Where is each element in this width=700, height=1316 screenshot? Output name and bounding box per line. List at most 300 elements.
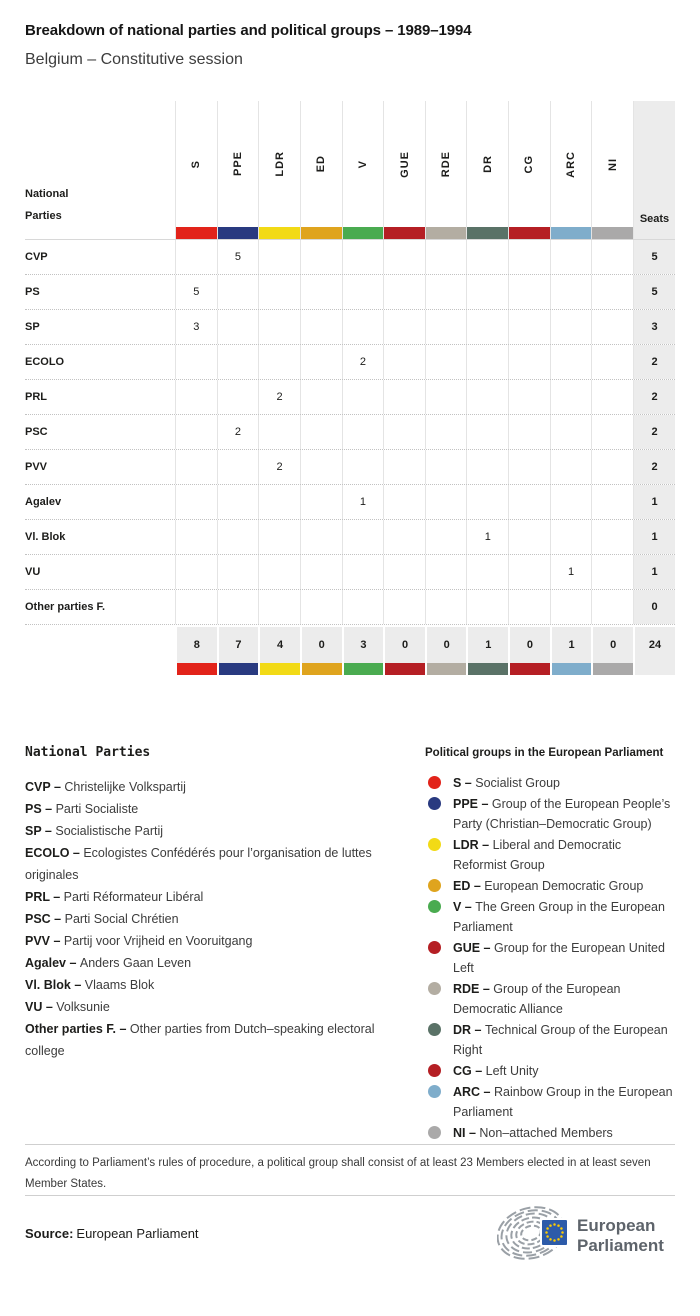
group-legend-text: GUE – Group for the European United Left xyxy=(453,941,665,975)
seat-cell xyxy=(258,590,300,624)
seat-cell xyxy=(217,555,259,589)
seat-cell xyxy=(591,310,633,344)
seat-cell xyxy=(300,555,342,589)
row-seats: 1 xyxy=(633,520,675,554)
seat-cell xyxy=(342,275,384,309)
group-legend-item xyxy=(425,1061,675,1081)
logo-text-line2: Parliament xyxy=(577,1236,664,1255)
seat-cell xyxy=(342,450,384,484)
seat-cell xyxy=(508,240,550,274)
seat-cell xyxy=(217,450,259,484)
seat-cell xyxy=(217,275,259,309)
table-row xyxy=(25,275,675,310)
seat-cell xyxy=(508,275,550,309)
seat-cell xyxy=(383,485,425,519)
group-color-dot xyxy=(428,1085,441,1098)
seat-cell xyxy=(300,310,342,344)
seat-cell xyxy=(508,520,550,554)
seats-header xyxy=(633,101,675,239)
total-cell: 0 xyxy=(383,627,425,663)
seat-cell xyxy=(591,590,633,624)
eu-star xyxy=(560,1235,563,1238)
eu-star xyxy=(557,1224,560,1227)
seat-cell: 1 xyxy=(466,520,508,554)
seats-header-label: Seats xyxy=(639,213,670,225)
seat-cell xyxy=(300,275,342,309)
seat-cell xyxy=(300,485,342,519)
party-legend-item: PVV – Partij voor Vrijheid en Vooruitgang xyxy=(25,934,253,948)
party-legend-item: SP – Socialistische Partij xyxy=(25,824,164,838)
seat-cell xyxy=(425,275,467,309)
total-color-bar xyxy=(425,663,467,675)
seat-cell xyxy=(383,310,425,344)
group-legend-text: ED – European Democratic Group xyxy=(453,879,644,893)
total-cell: 1 xyxy=(550,627,592,663)
group-header-GUE xyxy=(383,101,425,239)
row-cells xyxy=(175,520,633,554)
seat-cell xyxy=(175,590,217,624)
group-legend-text: ARC – Rainbow Group in the European Parliament xyxy=(453,1085,673,1119)
group-legend-code: NI – xyxy=(453,1126,480,1140)
seat-cell xyxy=(425,415,467,449)
totals-spacer xyxy=(25,627,175,663)
group-header-ED xyxy=(300,101,342,239)
group-header-NI xyxy=(591,101,633,239)
group-header-label: DR xyxy=(481,155,494,173)
party-name: PVV xyxy=(25,461,48,473)
seat-cell xyxy=(175,520,217,554)
group-legend-code: CG – xyxy=(453,1064,486,1078)
row-cells xyxy=(175,450,633,484)
seat-cell xyxy=(217,590,259,624)
group-legend-code: ARC – xyxy=(453,1085,494,1099)
party-legend-item: ECOLO – Ecologistes Confédérés pour l’organisation de luttes originales xyxy=(25,846,372,882)
infographic xyxy=(0,22,700,1260)
seat-cell xyxy=(466,450,508,484)
seat-cell xyxy=(383,415,425,449)
party-legend-code: VU – xyxy=(25,1000,57,1014)
seats-bar-cell xyxy=(633,663,675,675)
seat-cell xyxy=(591,415,633,449)
group-color-bar xyxy=(176,227,217,239)
group-color-dot xyxy=(428,941,441,954)
party-name: CVP xyxy=(25,251,48,263)
legend-section xyxy=(25,745,675,1144)
seat-cell xyxy=(425,310,467,344)
group-legend-item xyxy=(425,897,675,937)
party-name: Vl. Blok xyxy=(25,531,66,543)
page-subtitle: Belgium – Constitutive session xyxy=(25,51,243,68)
party-legend-list xyxy=(25,776,405,1062)
source-value: European Parliament xyxy=(76,1225,199,1241)
party-name: PRL xyxy=(25,391,47,403)
group-header-label: S xyxy=(190,159,203,169)
row-cells xyxy=(175,345,633,379)
group-legend-item xyxy=(425,979,675,1019)
row-cells xyxy=(175,380,633,414)
eu-star xyxy=(545,1231,548,1234)
group-legend-code: PPE – xyxy=(453,797,492,811)
total-cell: 7 xyxy=(217,627,259,663)
group-legend-code: V – xyxy=(453,900,476,914)
party-name: VU xyxy=(25,566,41,578)
table-row xyxy=(25,345,675,380)
eu-star xyxy=(561,1231,564,1234)
group-legend-text: LDR – Liberal and Democratic Reformist Group xyxy=(453,838,622,872)
group-color-bar xyxy=(592,227,633,239)
seat-cell xyxy=(425,345,467,379)
group-header-label: GUE xyxy=(398,150,411,178)
seat-cell xyxy=(342,520,384,554)
group-header-S xyxy=(175,101,217,239)
seat-cell xyxy=(466,380,508,414)
seat-cell xyxy=(383,275,425,309)
group-legend-item xyxy=(425,773,675,793)
seat-cell xyxy=(591,485,633,519)
group-header-DR xyxy=(466,101,508,239)
seat-cell xyxy=(342,310,384,344)
seat-cell xyxy=(383,520,425,554)
group-header-label: CG xyxy=(523,154,536,174)
party-name: PS xyxy=(25,286,40,298)
group-legend-text: NI – Non–attached Members xyxy=(453,1126,613,1140)
row-cells xyxy=(175,590,633,624)
group-color-bar xyxy=(467,227,508,239)
group-legend-heading: Political groups in the European Parliament xyxy=(425,747,664,759)
seat-cell xyxy=(217,380,259,414)
group-header-PPE xyxy=(217,101,259,239)
seats-table xyxy=(25,101,675,675)
seat-cell xyxy=(591,345,633,379)
seat-cell xyxy=(258,345,300,379)
total-seats-value: 24 xyxy=(633,627,675,663)
seat-cell xyxy=(591,275,633,309)
group-color-dot xyxy=(428,1064,441,1077)
party-legend-item: Other parties F. – Other parties from Dutch–speaking electoral college xyxy=(25,1022,375,1058)
total-color-bar xyxy=(217,663,259,675)
logo-text-line1: European xyxy=(577,1216,656,1235)
seat-cell xyxy=(425,240,467,274)
row-seats: 2 xyxy=(633,345,675,379)
group-legend-item xyxy=(425,794,675,834)
seat-cell xyxy=(175,345,217,379)
seat-cell xyxy=(217,310,259,344)
party-legend-item: Vl. Blok – Vlaams Blok xyxy=(25,978,155,992)
group-header-ARC xyxy=(550,101,592,239)
seat-cell xyxy=(300,345,342,379)
group-color-bar xyxy=(426,227,467,239)
group-header-label: LDR xyxy=(273,151,286,177)
seat-cell xyxy=(508,450,550,484)
eu-flag-icon xyxy=(541,1219,568,1246)
seat-cell xyxy=(342,380,384,414)
party-legend-code: PRL – xyxy=(25,890,64,904)
seat-cell xyxy=(175,415,217,449)
group-color-bar xyxy=(301,227,342,239)
group-color-bar xyxy=(259,227,300,239)
group-legend-code: LDR – xyxy=(453,838,493,852)
total-color-bar xyxy=(591,663,633,675)
seat-cell xyxy=(508,415,550,449)
seat-cell xyxy=(300,240,342,274)
political-groups-legend xyxy=(425,745,675,1144)
seat-cell xyxy=(342,555,384,589)
seat-cell xyxy=(425,555,467,589)
seat-cell xyxy=(466,590,508,624)
party-name: Other parties F. xyxy=(25,601,106,613)
seat-cell xyxy=(258,275,300,309)
row-seats: 5 xyxy=(633,275,675,309)
total-cell: 0 xyxy=(591,627,633,663)
group-legend-text: CG – Left Unity xyxy=(453,1064,539,1078)
seat-cell: 2 xyxy=(258,450,300,484)
table-row xyxy=(25,590,675,625)
table-row xyxy=(25,310,675,345)
eu-star xyxy=(549,1224,552,1227)
row-seats: 3 xyxy=(633,310,675,344)
table-row xyxy=(25,450,675,485)
group-legend-text: DR – Technical Group of the European Right xyxy=(453,1023,668,1057)
seat-cell xyxy=(175,450,217,484)
seat-cell xyxy=(550,275,592,309)
seat-cell xyxy=(466,415,508,449)
eu-star xyxy=(546,1227,549,1230)
eu-star xyxy=(557,1238,560,1241)
seat-cell xyxy=(550,240,592,274)
group-color-dot xyxy=(428,776,441,789)
seat-cell: 5 xyxy=(217,240,259,274)
party-name: SP xyxy=(25,321,40,333)
seat-cell xyxy=(550,380,592,414)
seat-cell xyxy=(425,520,467,554)
corner-label-line1: National xyxy=(25,188,69,200)
total-cell: 8 xyxy=(175,627,217,663)
group-color-dot xyxy=(428,900,441,913)
seat-cell xyxy=(383,240,425,274)
party-legend-code: SP – xyxy=(25,824,56,838)
seat-cell xyxy=(591,240,633,274)
seat-cell: 5 xyxy=(175,275,217,309)
party-legend-item: PSC – Parti Social Chrétien xyxy=(25,912,179,926)
total-cell: 3 xyxy=(342,627,384,663)
national-parties-legend xyxy=(25,745,405,1144)
group-color-bar xyxy=(343,227,384,239)
party-legend-item: PS – Parti Socialiste xyxy=(25,802,139,816)
group-color-bar xyxy=(509,227,550,239)
party-name: ECOLO xyxy=(25,356,65,368)
seat-cell: 2 xyxy=(258,380,300,414)
group-header-label: NI xyxy=(606,157,619,171)
group-legend-item xyxy=(425,938,675,978)
total-color-bar xyxy=(300,663,342,675)
party-legend-item: VU – Volksunie xyxy=(25,1000,110,1014)
seat-cell xyxy=(300,450,342,484)
seat-cell xyxy=(258,310,300,344)
seat-cell xyxy=(591,520,633,554)
divider-top xyxy=(25,1144,675,1145)
seat-cell xyxy=(175,485,217,519)
party-legend-item: Agalev – Anders Gaan Leven xyxy=(25,956,192,970)
eu-star xyxy=(553,1239,556,1242)
party-legend-code: ECOLO – xyxy=(25,846,84,860)
total-cell: 0 xyxy=(300,627,342,663)
group-color-dot xyxy=(428,1126,441,1139)
seat-cell xyxy=(258,240,300,274)
row-cells xyxy=(175,240,633,274)
seat-cell xyxy=(425,380,467,414)
seat-cell xyxy=(591,555,633,589)
seat-cell xyxy=(383,345,425,379)
seat-cell xyxy=(342,240,384,274)
seat-cell xyxy=(383,590,425,624)
row-seats: 2 xyxy=(633,415,675,449)
group-legend-text: S – Socialist Group xyxy=(453,776,561,790)
group-header-label: ARC xyxy=(565,150,578,178)
group-legend-item xyxy=(425,835,675,875)
totals-cells xyxy=(175,627,633,663)
source-label: Source: xyxy=(25,1225,74,1241)
seat-cell xyxy=(508,380,550,414)
group-header-V xyxy=(342,101,384,239)
party-legend-item: PRL – Parti Réformateur Libéral xyxy=(25,890,204,904)
group-legend-item xyxy=(425,876,675,896)
party-name: PSC xyxy=(25,426,48,438)
seat-cell xyxy=(550,590,592,624)
seat-cell xyxy=(383,555,425,589)
party-legend-code: Agalev – xyxy=(25,956,80,970)
total-color-bar xyxy=(175,663,217,675)
seat-cell xyxy=(175,555,217,589)
seat-cell xyxy=(550,415,592,449)
group-color-bar xyxy=(218,227,259,239)
group-legend-code: DR – xyxy=(453,1023,485,1037)
seat-cell xyxy=(300,520,342,554)
seat-cell xyxy=(508,485,550,519)
total-color-bar xyxy=(383,663,425,675)
seat-cell xyxy=(466,240,508,274)
seat-cell xyxy=(217,345,259,379)
total-cell: 1 xyxy=(466,627,508,663)
seat-cell xyxy=(466,310,508,344)
seat-cell xyxy=(175,240,217,274)
group-legend-code: ED – xyxy=(453,879,485,893)
seat-cell xyxy=(508,555,550,589)
total-cell: 0 xyxy=(508,627,550,663)
group-color-dot xyxy=(428,982,441,995)
seat-cell xyxy=(466,485,508,519)
total-color-bar xyxy=(466,663,508,675)
seat-cell xyxy=(300,415,342,449)
table-row xyxy=(25,240,675,275)
seat-cell xyxy=(258,415,300,449)
group-legend-text: V – The Green Group in the European Parliament xyxy=(453,900,665,934)
seat-cell xyxy=(591,450,633,484)
party-legend-code: CVP – xyxy=(25,780,65,794)
total-cell: 0 xyxy=(425,627,467,663)
party-legend-code: Vl. Blok – xyxy=(25,978,85,992)
seat-cell xyxy=(550,345,592,379)
party-name: Agalev xyxy=(25,496,62,508)
page-title: Breakdown of national parties and political groups – 1989–1994 xyxy=(25,22,472,39)
seat-cell: 1 xyxy=(342,485,384,519)
seat-cell xyxy=(300,380,342,414)
seat-cell: 2 xyxy=(342,345,384,379)
table-corner-label xyxy=(25,101,175,239)
row-cells xyxy=(175,415,633,449)
group-header-label: PPE xyxy=(231,151,244,177)
seat-cell xyxy=(591,380,633,414)
seat-cell xyxy=(550,450,592,484)
group-legend-item xyxy=(425,1020,675,1060)
seat-cell xyxy=(466,275,508,309)
total-color-bar xyxy=(258,663,300,675)
seat-cell xyxy=(425,450,467,484)
group-legend-code: RDE – xyxy=(453,982,494,996)
party-legend-code: Other parties F. – xyxy=(25,1022,130,1036)
table-row xyxy=(25,415,675,450)
group-legend-item xyxy=(425,1123,675,1143)
seat-cell: 3 xyxy=(175,310,217,344)
seat-cell xyxy=(342,415,384,449)
table-row xyxy=(25,555,675,590)
seat-cell: 2 xyxy=(217,415,259,449)
group-color-bar xyxy=(384,227,425,239)
totals-bars xyxy=(175,663,633,675)
row-cells xyxy=(175,485,633,519)
seat-cell xyxy=(425,590,467,624)
footnote: According to Parliament’s rules of procedure, a political group shall consist of at least 23 Members elected in at least seven Member States. xyxy=(25,1157,651,1190)
seat-cell xyxy=(300,590,342,624)
party-legend-code: PSC – xyxy=(25,912,65,926)
row-cells xyxy=(175,310,633,344)
group-header-RDE xyxy=(425,101,467,239)
total-cell: 4 xyxy=(258,627,300,663)
group-headers xyxy=(175,101,633,239)
seat-cell xyxy=(550,310,592,344)
seat-cell: 1 xyxy=(550,555,592,589)
group-legend-item xyxy=(425,1082,675,1122)
seat-cell xyxy=(217,520,259,554)
seat-cell xyxy=(217,485,259,519)
row-cells xyxy=(175,275,633,309)
group-legend-text: PPE – Group of the European People’s Party (Christian–Democratic Group) xyxy=(453,797,671,831)
row-seats: 0 xyxy=(633,590,675,624)
group-header-label: V xyxy=(356,159,369,169)
eu-star xyxy=(553,1223,556,1226)
seat-cell xyxy=(550,485,592,519)
seat-cell xyxy=(175,380,217,414)
seat-cell xyxy=(508,345,550,379)
european-parliament-logo xyxy=(497,1206,675,1260)
group-header-CG xyxy=(508,101,550,239)
totals-row xyxy=(25,627,675,663)
total-color-bar xyxy=(342,663,384,675)
seat-cell xyxy=(258,555,300,589)
table-row xyxy=(25,380,675,415)
group-color-dot xyxy=(428,838,441,851)
eu-star xyxy=(560,1227,563,1230)
group-color-dot xyxy=(428,797,441,810)
total-color-bar xyxy=(550,663,592,675)
table-row xyxy=(25,520,675,555)
seat-cell xyxy=(466,555,508,589)
table-header-row xyxy=(25,101,675,240)
row-cells xyxy=(175,555,633,589)
seat-cell xyxy=(258,485,300,519)
seat-cell xyxy=(258,520,300,554)
corner-label-line2: Parties xyxy=(25,210,62,222)
seat-cell xyxy=(508,310,550,344)
